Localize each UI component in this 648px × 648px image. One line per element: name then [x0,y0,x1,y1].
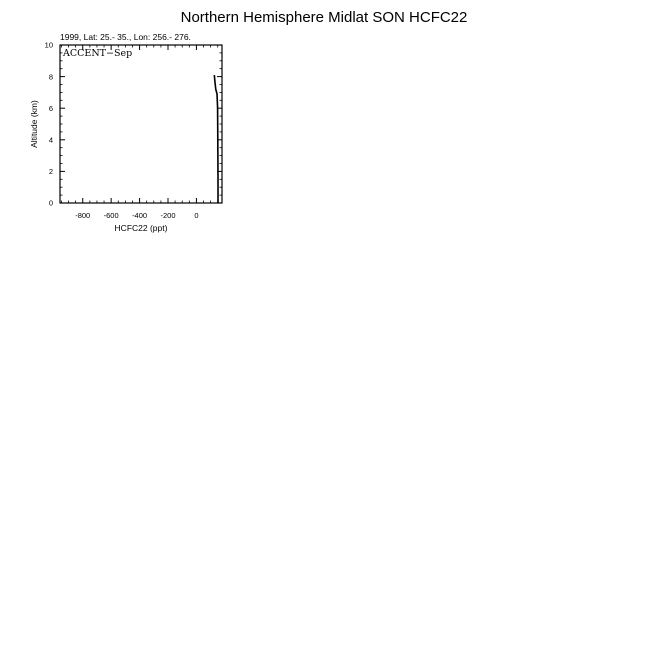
x-tick-label: -400 [132,211,148,220]
y-tick-label: 8 [48,72,53,82]
x-axis-label: HCFC22 (ppt) [114,223,168,233]
chart-subtitle: 1999, Lat: 25.- 35., Lon: 256.- 276. [60,32,191,42]
x-tick-label: -800 [75,211,91,220]
y-tick-label: 0 [48,198,53,208]
x-tick-label: -200 [160,211,176,220]
x-tick-label: -600 [103,211,119,220]
series-label: ACCENT−Sep [63,48,133,59]
y-tick-label: 10 [44,40,53,50]
y-tick-label: 4 [48,135,53,145]
x-tick-label: 0 [194,211,199,220]
y-tick-label: 6 [48,103,53,113]
chart-title: Northern Hemisphere Midlat SON HCFC22 [180,9,468,26]
y-axis-label: Altitude (km) [29,100,39,148]
y-tick-label: 2 [48,167,53,177]
